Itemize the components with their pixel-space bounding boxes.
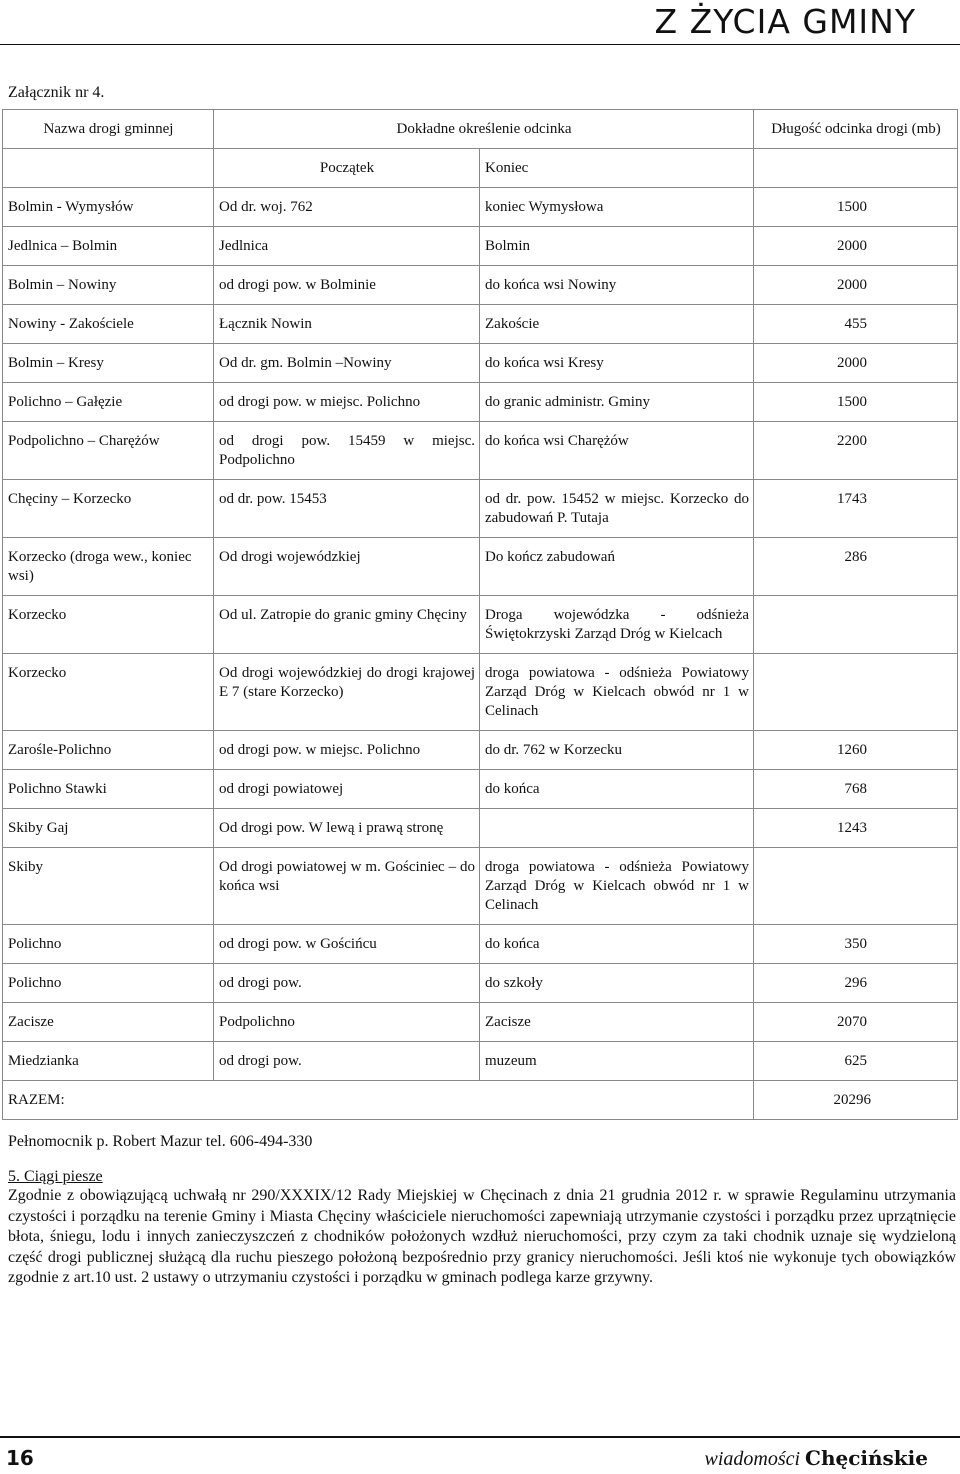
section-end-cell: droga powiatowa - odśnieża Powiatowy Zarząd Dróg w Kielcach obwód nr 1 w Celinach: [480, 848, 754, 925]
section-end-cell: koniec Wymysłowa: [480, 188, 754, 227]
section-start-cell: od drogi pow.: [214, 964, 480, 1003]
length-cell: 1243: [754, 809, 958, 848]
length-cell: 2070: [754, 1003, 958, 1042]
table-header-row: [3, 110, 958, 149]
road-name-cell: Korzecko: [3, 654, 214, 731]
road-name-cell: Nowiny - Zakościele: [3, 305, 214, 344]
section-end-cell: do dr. 762 w Korzecku: [480, 731, 754, 770]
section-start-cell: od dr. pow. 15453: [214, 480, 480, 538]
road-name-cell: Skiby: [3, 848, 214, 925]
road-name-cell: Chęciny – Korzecko: [3, 480, 214, 538]
table-row: [3, 809, 958, 848]
footer-divider: [0, 1436, 960, 1438]
road-name-cell: Jedlnica – Bolmin: [3, 227, 214, 266]
road-name-cell: Zarośle-Polichno: [3, 731, 214, 770]
length-cell: 1743: [754, 480, 958, 538]
road-name-cell: Polichno: [3, 964, 214, 1003]
section-start-cell: Od ul. Zatropie do granic gminy Chęciny: [214, 596, 480, 654]
length-cell: 2000: [754, 344, 958, 383]
road-name-cell: Bolmin - Wymysłów: [3, 188, 214, 227]
table-row: [3, 538, 958, 596]
section-end-cell: do szkoły: [480, 964, 754, 1003]
header-start: Początek: [214, 149, 480, 188]
section-start-cell: od drogi pow. w Bolminie: [214, 266, 480, 305]
page-header: [0, 0, 960, 46]
section-end-cell: do końca: [480, 770, 754, 809]
table-row: [3, 1003, 958, 1042]
section-end-cell: droga powiatowa - odśnieża Powiatowy Zarząd Dróg w Kielcach obwód nr 1 w Celinach: [480, 654, 754, 731]
length-cell: [754, 596, 958, 654]
section-end-cell: do końca wsi Kresy: [480, 344, 754, 383]
road-name-cell: Podpolichno – Charężów: [3, 422, 214, 480]
length-cell: 350: [754, 925, 958, 964]
road-name-cell: Bolmin – Nowiny: [3, 266, 214, 305]
section-start-cell: Od drogi powiatowej w m. Gościniec – do końca wsi: [214, 848, 480, 925]
section-start-cell: Od drogi pow. W lewą i prawą stronę: [214, 809, 480, 848]
table-total-row: [3, 1081, 958, 1120]
contact-line: Pełnomocnik p. Robert Mazur tel. 606-494-330: [8, 1133, 313, 1150]
attachment-label: Załącznik nr 4.: [8, 84, 105, 101]
length-cell: 1500: [754, 188, 958, 227]
length-cell: 2000: [754, 266, 958, 305]
road-name-cell: Korzecko: [3, 596, 214, 654]
section-start-cell: od drogi pow. 15459 w miejsc. Podpolichno: [214, 422, 480, 480]
section-start-cell: od drogi pow. w miejsc. Polichno: [214, 383, 480, 422]
magazine-name: [704, 1446, 928, 1471]
table-row: [3, 654, 958, 731]
length-cell: 296: [754, 964, 958, 1003]
section-end-cell: do końca wsi Charężów: [480, 422, 754, 480]
section-start-cell: od drogi pow. w Gościńcu: [214, 925, 480, 964]
road-name-cell: Korzecko (droga wew., koniec wsi): [3, 538, 214, 596]
table-row: [3, 770, 958, 809]
table-row: [3, 305, 958, 344]
section-end-cell: Droga wojewódzka - odśnieża Świętokrzyski Zarząd Dróg w Kielcach: [480, 596, 754, 654]
section-end-cell: muzeum: [480, 1042, 754, 1081]
page-number: 16: [6, 1446, 34, 1470]
section-start-cell: Od drogi wojewódzkiej: [214, 538, 480, 596]
section-body: Zgodnie z obowiązującą uchwałą nr 290/XXXIX/12 Rady Miejskiej w Chęcinach z dnia 21 grudnia 2012 r. w sprawie Regulaminu utrzymania czystości i porządku na terenie Gminy i Miasta Chęciny właściciele nieruchomości zapewniają utrzymanie czystości i porządku przez uprzątnięcie błota, śniegu, lodu i innych zanieczyszczeń z chodników położonych wzdłuż nieruchomości, przy czym za taki chodnik uznaje się wydzieloną część drogi publicznej służącą dla ruchu pieszego położoną bezpośrednio przy granicy nieruchomości. Jeśli ktoś nie wykonuje tych obowiązków zgodnie z art.10 ust. 2 ustawy o utrzymaniu czystości i porządku w gminach podlega karze grzywny.: [8, 1187, 956, 1286]
section-start-cell: Od dr. gm. Bolmin –Nowiny: [214, 344, 480, 383]
length-cell: 286: [754, 538, 958, 596]
table-row: [3, 383, 958, 422]
section-end-cell: do końca: [480, 925, 754, 964]
road-name-cell: Zacisze: [3, 1003, 214, 1042]
section-start-cell: Jedlnica: [214, 227, 480, 266]
total-label: RAZEM:: [3, 1081, 754, 1120]
magazine-name-word1: wiadomości: [704, 1448, 801, 1470]
road-name-cell: Polichno – Gałęzie: [3, 383, 214, 422]
length-cell: 2000: [754, 227, 958, 266]
road-name-cell: Polichno: [3, 925, 214, 964]
section-end-cell: [480, 809, 754, 848]
road-name-cell: Polichno Stawki: [3, 770, 214, 809]
section-start-cell: od drogi pow.: [214, 1042, 480, 1081]
table-row: [3, 480, 958, 538]
total-value: 20296: [754, 1081, 958, 1120]
section-end-cell: Zacisze: [480, 1003, 754, 1042]
table-row: [3, 925, 958, 964]
subheader-empty: [3, 149, 214, 188]
section-start-cell: od drogi powiatowej: [214, 770, 480, 809]
table-row: [3, 188, 958, 227]
roads-table: [2, 109, 958, 1120]
section-end-cell: do granic administr. Gminy: [480, 383, 754, 422]
length-cell: 768: [754, 770, 958, 809]
section-end-cell: Do kończ zabudowań: [480, 538, 754, 596]
table-row: [3, 964, 958, 1003]
length-cell: 1260: [754, 731, 958, 770]
section-title: 5. Ciągi piesze: [8, 1168, 103, 1185]
table-row: [3, 344, 958, 383]
section-end-cell: do końca wsi Nowiny: [480, 266, 754, 305]
section-start-cell: Od dr. woj. 762: [214, 188, 480, 227]
length-cell: [754, 848, 958, 925]
section-end-cell: Zakoście: [480, 305, 754, 344]
length-cell: [754, 654, 958, 731]
section-end-cell: od dr. pow. 15452 w miejsc. Korzecko do zabudowań P. Tutaja: [480, 480, 754, 538]
table-subheader-row: [3, 149, 958, 188]
length-cell: 2200: [754, 422, 958, 480]
table-row: [3, 227, 958, 266]
length-cell: 455: [754, 305, 958, 344]
table-row: [3, 266, 958, 305]
section-start-cell: Podpolichno: [214, 1003, 480, 1042]
header-length: Długość odcinka drogi (mb): [754, 110, 958, 149]
length-cell: 1500: [754, 383, 958, 422]
section-start-cell: od drogi pow. w miejsc. Polichno: [214, 731, 480, 770]
section-start-cell: Łącznik Nowin: [214, 305, 480, 344]
section-end-cell: Bolmin: [480, 227, 754, 266]
road-name-cell: Bolmin – Kresy: [3, 344, 214, 383]
table-row: [3, 731, 958, 770]
table-row: [3, 422, 958, 480]
header-road-name: Nazwa drogi gminnej: [3, 110, 214, 149]
table-row: [3, 848, 958, 925]
header-end: Koniec: [480, 149, 754, 188]
magazine-name-word2: Chęcińskie: [805, 1446, 928, 1470]
header-section: Dokładne określenie odcinka: [214, 110, 754, 149]
road-name-cell: Miedzianka: [3, 1042, 214, 1081]
table-row: [3, 1042, 958, 1081]
section-header-title: Z ŻYCIA GMINY: [654, 2, 916, 41]
table-row: [3, 596, 958, 654]
header-divider: [0, 44, 960, 45]
subheader-empty-length: [754, 149, 958, 188]
section-start-cell: Od drogi wojewódzkiej do drogi krajowej E 7 (stare Korzecko): [214, 654, 480, 731]
length-cell: 625: [754, 1042, 958, 1081]
road-name-cell: Skiby Gaj: [3, 809, 214, 848]
